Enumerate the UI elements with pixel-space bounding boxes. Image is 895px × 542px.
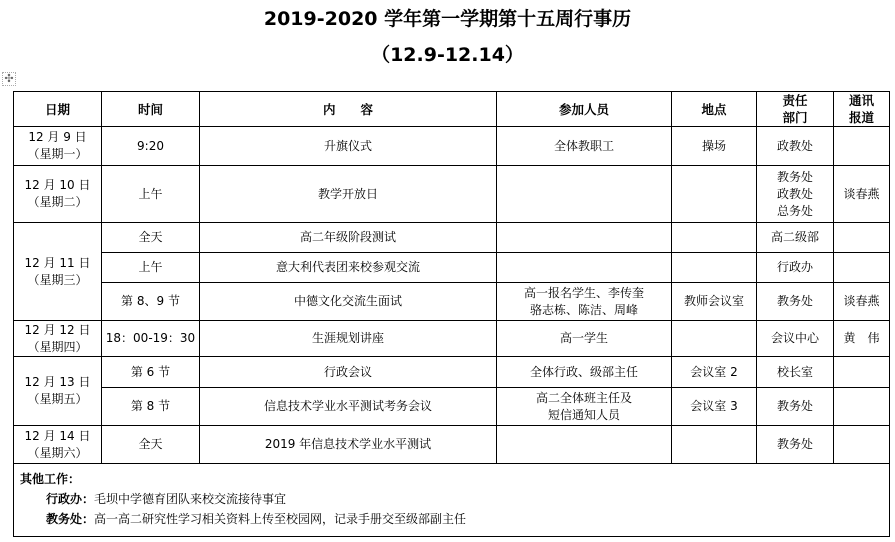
date-label: 12 月 14 日 (24, 428, 91, 443)
page-subtitle: （12.9-12.14） (371, 44, 524, 66)
date-label: 12 月 11 日 (24, 255, 91, 270)
schedule-table (13, 91, 890, 537)
dept-line: 政教处 (776, 186, 813, 201)
location-cell (672, 426, 757, 464)
dept-cell (757, 166, 834, 223)
date-cell (14, 426, 102, 464)
content-cell: 中德文化交流生面试 (200, 283, 497, 321)
date-cell (14, 357, 102, 426)
dept-cell (757, 321, 834, 357)
date-label: 12 月 12 日 (24, 322, 91, 337)
table-row (14, 127, 890, 166)
time-cell: 第 6 节 (102, 357, 200, 388)
table-row (14, 253, 890, 283)
other-work-heading: 其他工作： (20, 472, 81, 486)
header-report: 通讯 报道 (834, 92, 890, 127)
other-work-cell (14, 464, 890, 537)
date-cell (14, 321, 102, 357)
dept-cell (757, 357, 834, 388)
dept-line: 政教处 (776, 138, 813, 153)
content-cell: 意大利代表团来校参观交流 (200, 253, 497, 283)
time-cell: 18：00-19：30 (102, 321, 200, 357)
report-cell: 谈春燕 (834, 283, 890, 321)
content-cell: 2019 年信息技术学业水平测试 (200, 426, 497, 464)
time-cell: 上午 (102, 253, 200, 283)
header-time: 时间 (102, 92, 200, 127)
date-label: 12 月 13 日 (24, 375, 91, 389)
dept-cell (757, 253, 834, 283)
other-item: 教务处：高一高二研究性学习相关资料上传至校园网，记录手册交至级部副主任 (46, 512, 467, 526)
location-cell (672, 253, 757, 283)
report-cell (834, 357, 890, 388)
date-label: 12 月 9 日 (28, 130, 87, 144)
participants-cell (497, 253, 672, 283)
location-cell: 会议室 2 (672, 357, 757, 388)
dept-line: 会议中心 (770, 331, 819, 345)
weekday-label: （星期一） (27, 147, 88, 161)
table-row (14, 223, 890, 253)
time-cell: 上午 (102, 166, 200, 223)
participant-line: 高一报名学生、李传奎 (523, 285, 644, 300)
other-item: 行政办：毛坝中学德育团队来校交流接待事宜 (46, 492, 287, 506)
location-cell (672, 166, 757, 223)
page-title: 2019-2020 学年第一学期第十五周行事历 (263, 8, 632, 30)
date-label: 12 月 10 日 (24, 178, 91, 192)
weekday-label: （星期六） (27, 445, 88, 460)
participants-cell (497, 283, 672, 321)
participants-cell (497, 357, 672, 388)
date-cell (14, 223, 102, 321)
participant-line: 骆志栋、陈洁、周峰 (529, 302, 638, 317)
participants-cell (497, 426, 672, 464)
participants-cell (497, 321, 672, 357)
header-date: 日期 (14, 92, 102, 127)
table-row (14, 166, 890, 223)
dept-cell (757, 388, 834, 426)
dept-line: 教务处 (776, 169, 813, 184)
weekday-label: （星期二） (27, 195, 88, 209)
dept-cell (757, 283, 834, 321)
participant-line: 高二全体班主任及 (535, 390, 632, 405)
participant-line: 全体教职工 (553, 138, 614, 153)
content-cell: 高二年级阶段测试 (200, 223, 497, 253)
dept-cell (757, 127, 834, 166)
other-work-row (14, 464, 890, 537)
participant-line: 全体行政、级部主任 (529, 364, 638, 379)
weekday-label: （星期三） (27, 272, 88, 287)
participants-cell (497, 223, 672, 253)
table-row (14, 321, 890, 357)
dept-line: 教务处 (776, 399, 813, 413)
header-participants: 参加人员 (497, 92, 672, 127)
weekday-label: （星期五） (27, 392, 88, 406)
header-row (14, 92, 890, 127)
report-cell: 谈春燕 (834, 166, 890, 223)
location-cell: 操场 (672, 127, 757, 166)
table-move-handle-icon[interactable]: ✣ (2, 72, 16, 86)
content-cell: 信息技术学业水平测试考务会议 (200, 388, 497, 426)
content-cell: 生涯规划讲座 (200, 321, 497, 357)
report-cell (834, 253, 890, 283)
time-cell: 全天 (102, 223, 200, 253)
location-cell (672, 223, 757, 253)
report-cell (834, 127, 890, 166)
dept-cell (757, 426, 834, 464)
location-cell: 教师会议室 (672, 283, 757, 321)
table-row (14, 357, 890, 388)
participants-cell (497, 388, 672, 426)
content-cell: 行政会议 (200, 357, 497, 388)
location-cell: 会议室 3 (672, 388, 757, 426)
dept-line: 高二级部 (770, 230, 819, 244)
dept-line: 教务处 (776, 437, 813, 451)
participants-cell (497, 166, 672, 223)
header-content: 内 容 (200, 92, 497, 127)
date-cell (14, 166, 102, 223)
report-cell (834, 223, 890, 253)
time-cell: 第 8 节 (102, 388, 200, 426)
time-cell: 第 8、9 节 (102, 283, 200, 321)
time-cell: 全天 (102, 426, 200, 464)
time-cell: 9:20 (102, 127, 200, 166)
content-cell: 教学开放日 (200, 166, 497, 223)
dept-cell (757, 223, 834, 253)
participant-line: 高一学生 (559, 331, 608, 345)
dept-line: 总务处 (776, 203, 813, 218)
participant-line: 短信通知人员 (547, 407, 620, 422)
table-row (14, 283, 890, 321)
dept-line: 行政办 (776, 260, 813, 274)
report-cell (834, 388, 890, 426)
header-dept: 责任 部门 (757, 92, 834, 127)
report-cell (834, 426, 890, 464)
header-location: 地点 (672, 92, 757, 127)
date-cell (14, 127, 102, 166)
table-row (14, 388, 890, 426)
weekday-label: （星期四） (27, 339, 88, 354)
participants-cell (497, 127, 672, 166)
dept-line: 校长室 (776, 364, 813, 379)
table-row (14, 426, 890, 464)
dept-line: 教务处 (776, 294, 813, 308)
report-cell: 黄 伟 (834, 321, 890, 357)
location-cell (672, 321, 757, 357)
content-cell: 升旗仪式 (200, 127, 497, 166)
